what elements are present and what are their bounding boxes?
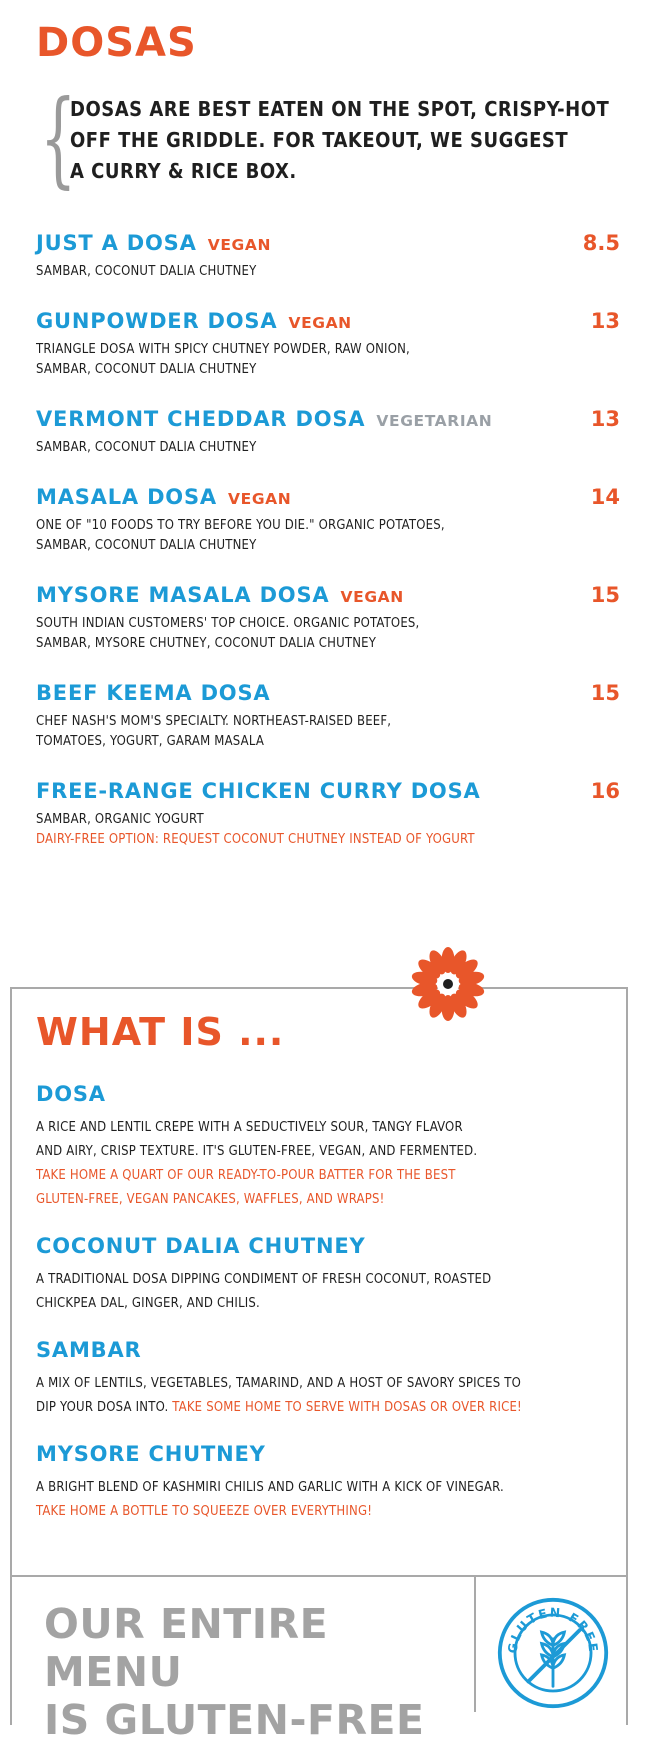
item-price: 16 (590, 779, 620, 803)
item-price: 15 (590, 583, 620, 607)
flower-icon (408, 944, 488, 1024)
item-description: SAMBAR, COCONUT DALIA CHUTNEY (36, 440, 257, 455)
item-price: 8.5 (582, 231, 620, 255)
menu-item (36, 306, 620, 380)
term-highlight: TAKE HOME A QUART OF OUR READY-TO-POUR BATTER FOR THE BEST GLUTEN-FREE, VEGAN PANCAKES, WAFFLES, AND WRAPS! (36, 1168, 456, 1207)
term-highlight: TAKE SOME HOME TO SERVE WITH DOSAS OR OVER RICE! (168, 1400, 522, 1415)
term-name: COCONUT DALIA CHUTNEY (36, 1234, 366, 1258)
item-name: MASALA DOSA (36, 485, 217, 509)
glossary-term (36, 1232, 616, 1316)
item-description: ONE OF "10 FOODS TO TRY BEFORE YOU DIE." ORGANIC POTATOES, SAMBAR, COCONUT DALIA CHUTNEY (36, 518, 445, 553)
dosa-menu-list (36, 228, 620, 874)
gluten-free-badge-icon (496, 1596, 610, 1710)
menu-item (36, 482, 620, 556)
whatis-title: WHAT IS ... (36, 1010, 285, 1054)
item-tag: VEGAN (340, 588, 404, 606)
term-definition (36, 1476, 616, 1524)
term-definition (36, 1372, 616, 1420)
term-name: SAMBAR (36, 1338, 142, 1362)
item-tag: VEGAN (228, 490, 292, 508)
item-name: GUNPOWDER DOSA (36, 309, 278, 333)
item-price: 13 (590, 407, 620, 431)
item-price: 15 (590, 681, 620, 705)
badge-label: GLUTEN FREE (505, 1605, 601, 1655)
term-name: DOSA (36, 1082, 106, 1106)
term-def-text: A MIX OF LENTILS, VEGETABLES, TAMARIND, AND A HOST OF SAVORY SPICES TO DIP YOUR DOSA INTO. (36, 1376, 521, 1415)
item-description: SOUTH INDIAN CUSTOMERS' TOP CHOICE. ORGANIC POTATOES, SAMBAR, MYSORE CHUTNEY, COCONUT DALIA CHUTNEY (36, 616, 420, 651)
term-def-text: A BRIGHT BLEND OF KASHMIRI CHILIS AND GARLIC WITH A KICK OF VINEGAR. (36, 1480, 504, 1495)
section-title: DOSAS (36, 20, 197, 66)
menu-item (36, 580, 620, 654)
item-tag: VEGETARIAN (376, 412, 493, 430)
intro-block (40, 77, 610, 206)
item-description: CHEF NASH'S MOM'S SPECIALTY. NORTHEAST-RAISED BEEF, TOMATOES, YOGURT, GARAM MASALA (36, 714, 392, 749)
intro-text: DOSAS ARE BEST EATEN ON THE SPOT, CRISPY-HOT OFF THE GRIDDLE. FOR TAKEOUT, WE SUGGEST A CURRY & RICE BOX. (70, 97, 610, 183)
item-description: TRIANGLE DOSA WITH SPICY CHUTNEY POWDER, RAW ONION, SAMBAR, COCONUT DALIA CHUTNEY (36, 342, 410, 377)
item-tag: VEGAN (288, 314, 352, 332)
item-name: FREE-RANGE CHICKEN CURRY DOSA (36, 779, 481, 803)
footer-divider (474, 1575, 476, 1712)
item-name: JUST A DOSA (36, 231, 197, 255)
menu-item (36, 678, 620, 752)
brace-decoration: { (40, 77, 77, 199)
term-definition (36, 1116, 616, 1212)
item-description: SAMBAR, COCONUT DALIA CHUTNEY (36, 264, 257, 279)
glossary-term (36, 1336, 616, 1420)
term-def-text: A RICE AND LENTIL CREPE WITH A SEDUCTIVELY SOUR, TANGY FLAVOR AND AIRY, CRISP TEXTURE. IT'S GLUTEN-FREE, VEGAN, AND FERMENTED. (36, 1120, 478, 1159)
item-price: 13 (590, 309, 620, 333)
glossary-term (36, 1080, 616, 1212)
term-definition (36, 1268, 616, 1316)
term-name: MYSORE CHUTNEY (36, 1442, 266, 1466)
item-price: 14 (590, 485, 620, 509)
item-note: DAIRY-FREE OPTION: REQUEST COCONUT CHUTNEY INSTEAD OF YOGURT (36, 832, 475, 847)
menu-item (36, 228, 620, 282)
item-name: MYSORE MASALA DOSA (36, 583, 330, 607)
glossary-term (36, 1440, 616, 1524)
term-highlight: TAKE HOME A BOTTLE TO SQUEEZE OVER EVERYTHING! (36, 1504, 373, 1519)
item-name: VERMONT CHEDDAR DOSA (36, 407, 366, 431)
item-description: SAMBAR, ORGANIC YOGURT (36, 812, 204, 827)
menu-item (36, 404, 620, 458)
term-def-text: A TRADITIONAL DOSA DIPPING CONDIMENT OF FRESH COCONUT, ROASTED CHICKPEA DAL, GINGER, AND CHILIS. (36, 1272, 492, 1311)
item-name: BEEF KEEMA DOSA (36, 681, 271, 705)
item-tag: VEGAN (207, 236, 272, 254)
glossary (36, 1080, 616, 1544)
menu-item (36, 776, 620, 850)
gluten-free-statement: OUR ENTIRE MENU IS GLUTEN-FREE (44, 1600, 425, 1744)
